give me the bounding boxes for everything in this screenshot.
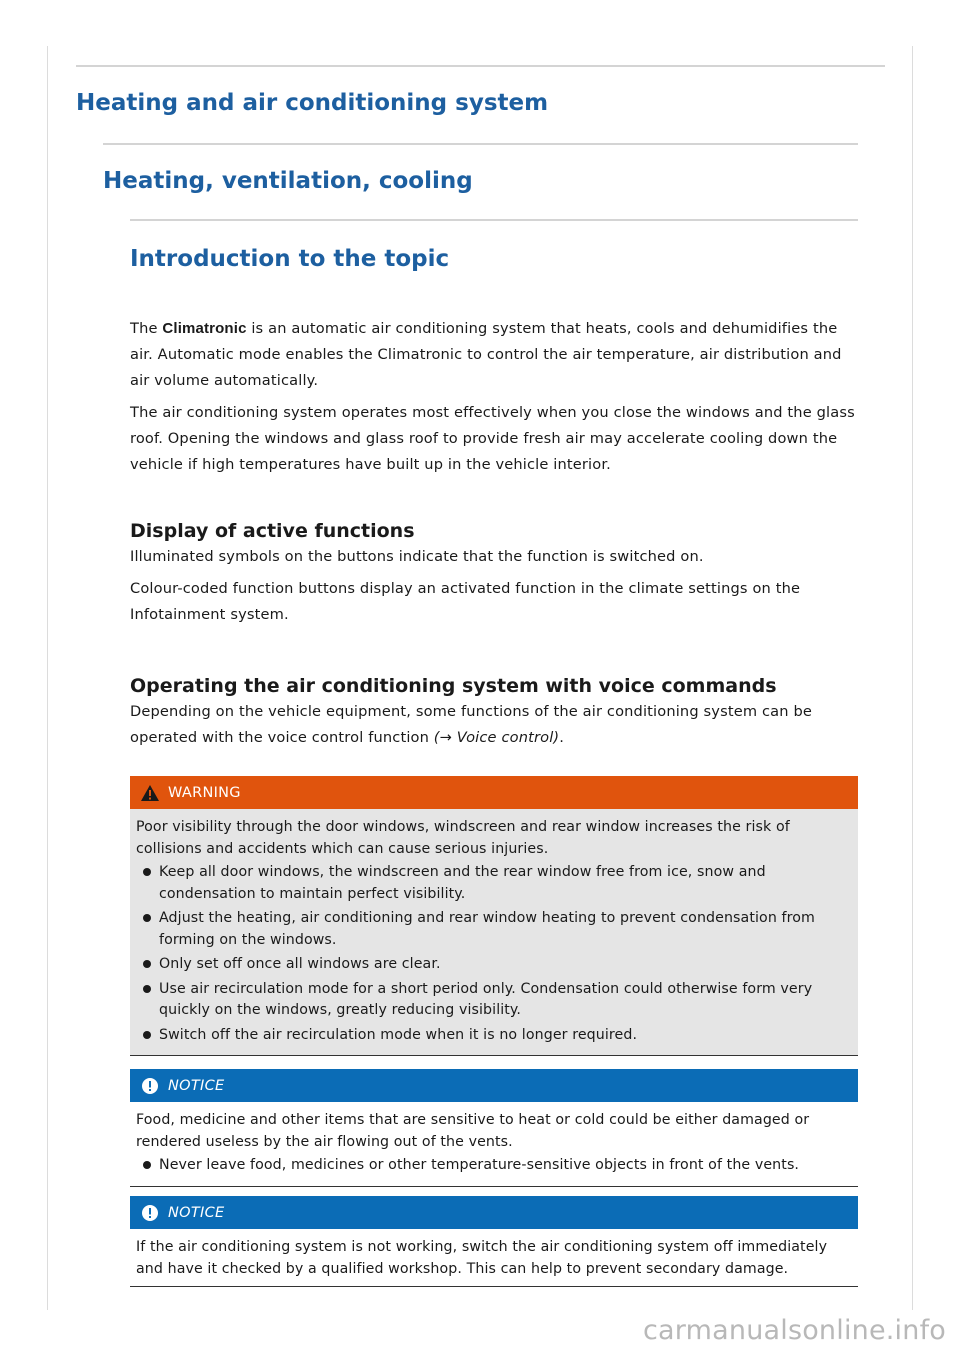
notice-body — [130, 1229, 858, 1287]
exclamation-circle-icon — [140, 1203, 160, 1223]
intro-section — [130, 316, 858, 484]
warning-triangle-icon — [140, 783, 160, 803]
notice-label: NOTICE — [168, 1077, 225, 1094]
notice-text: If the air conditioning system is not working, switch the air conditioning system off immediately and have it checked by a qualified workshop. This can help to prevent secondary damage. — [136, 1239, 828, 1277]
chapter-heading: Heating and air conditioning system — [76, 90, 549, 116]
warning-list — [136, 862, 848, 1046]
notice-list — [136, 1155, 848, 1177]
page-border-left — [47, 46, 48, 1310]
warning-label: WARNING — [168, 784, 241, 801]
topic-heading: Introduction to the topic — [130, 246, 450, 272]
list-item: Only set off once all windows are clear. — [136, 954, 848, 976]
divider — [76, 65, 885, 67]
subsection-heading: Operating the air conditioning system with voice commands — [130, 675, 777, 697]
body-text: . — [559, 729, 565, 746]
warning-body — [130, 809, 858, 1056]
body-paragraph: Illuminated symbols on the buttons indicate that the function is switched on. — [130, 548, 704, 565]
cross-reference-link[interactable]: (→ Voice control) — [433, 729, 560, 746]
divider — [130, 219, 858, 221]
notice-label: NOTICE — [168, 1204, 225, 1221]
intro-paragraph — [130, 316, 858, 394]
brand-term: Climatronic — [162, 320, 247, 337]
notice-text: Food, medicine and other items that are sensitive to heat or cold could be either damaged or rendered useless by the air flowing out of the vents. — [136, 1112, 810, 1150]
body-text: Depending on the vehicle equipment, some functions of the air conditioning system can be operated with the voice control function — [130, 703, 812, 746]
list-item: Never leave food, medicines or other temperature-sensitive objects in front of the vents. — [136, 1155, 848, 1177]
intro-text: is an automatic air conditioning system that heats, cools and dehumidifies the air. Automatic mode enables the Climatronic to control the air temperature, air distribution and air volume automatically. — [130, 320, 842, 389]
intro-paragraph: The air conditioning system operates most effectively when you close the windows and the glass roof. Opening the windows and glass roof to provide fresh air may accelerate cooling down the vehicle if high temperatures have built up in the vehicle interior. — [130, 404, 855, 473]
page-border-right — [912, 46, 913, 1310]
watermark: carmanualsonline.info — [643, 1315, 946, 1346]
notice-header — [130, 1069, 858, 1102]
notice-header — [130, 1196, 858, 1229]
voice-section — [130, 675, 858, 757]
list-item: Keep all door windows, the windscreen and the rear window free from ice, snow and condensation to maintain perfect visibility. — [136, 862, 848, 905]
list-item: Switch off the air recirculation mode when it is no longer required. — [136, 1025, 848, 1047]
warning-header — [130, 776, 858, 809]
subsection-heading: Display of active functions — [130, 520, 415, 542]
divider — [103, 143, 858, 145]
warning-text: Poor visibility through the door windows, windscreen and rear window increases the risk of collisions and accidents which can cause serious injuries. — [136, 819, 790, 857]
active-functions-section — [130, 520, 858, 634]
body-paragraph — [130, 699, 858, 751]
list-item: Adjust the heating, air conditioning and rear window heating to prevent condensation from forming on the windows. — [136, 908, 848, 951]
intro-text: The — [130, 320, 163, 337]
section-heading: Heating, ventilation, cooling — [103, 168, 473, 194]
list-item: Use air recirculation mode for a short period only. Condensation could otherwise form very quickly on the windows, greatly reducing visibility. — [136, 979, 848, 1022]
exclamation-circle-icon — [140, 1076, 160, 1096]
notice-body — [130, 1102, 858, 1187]
body-paragraph: Colour-coded function buttons display an activated function in the climate settings on the Infotainment system. — [130, 580, 801, 623]
